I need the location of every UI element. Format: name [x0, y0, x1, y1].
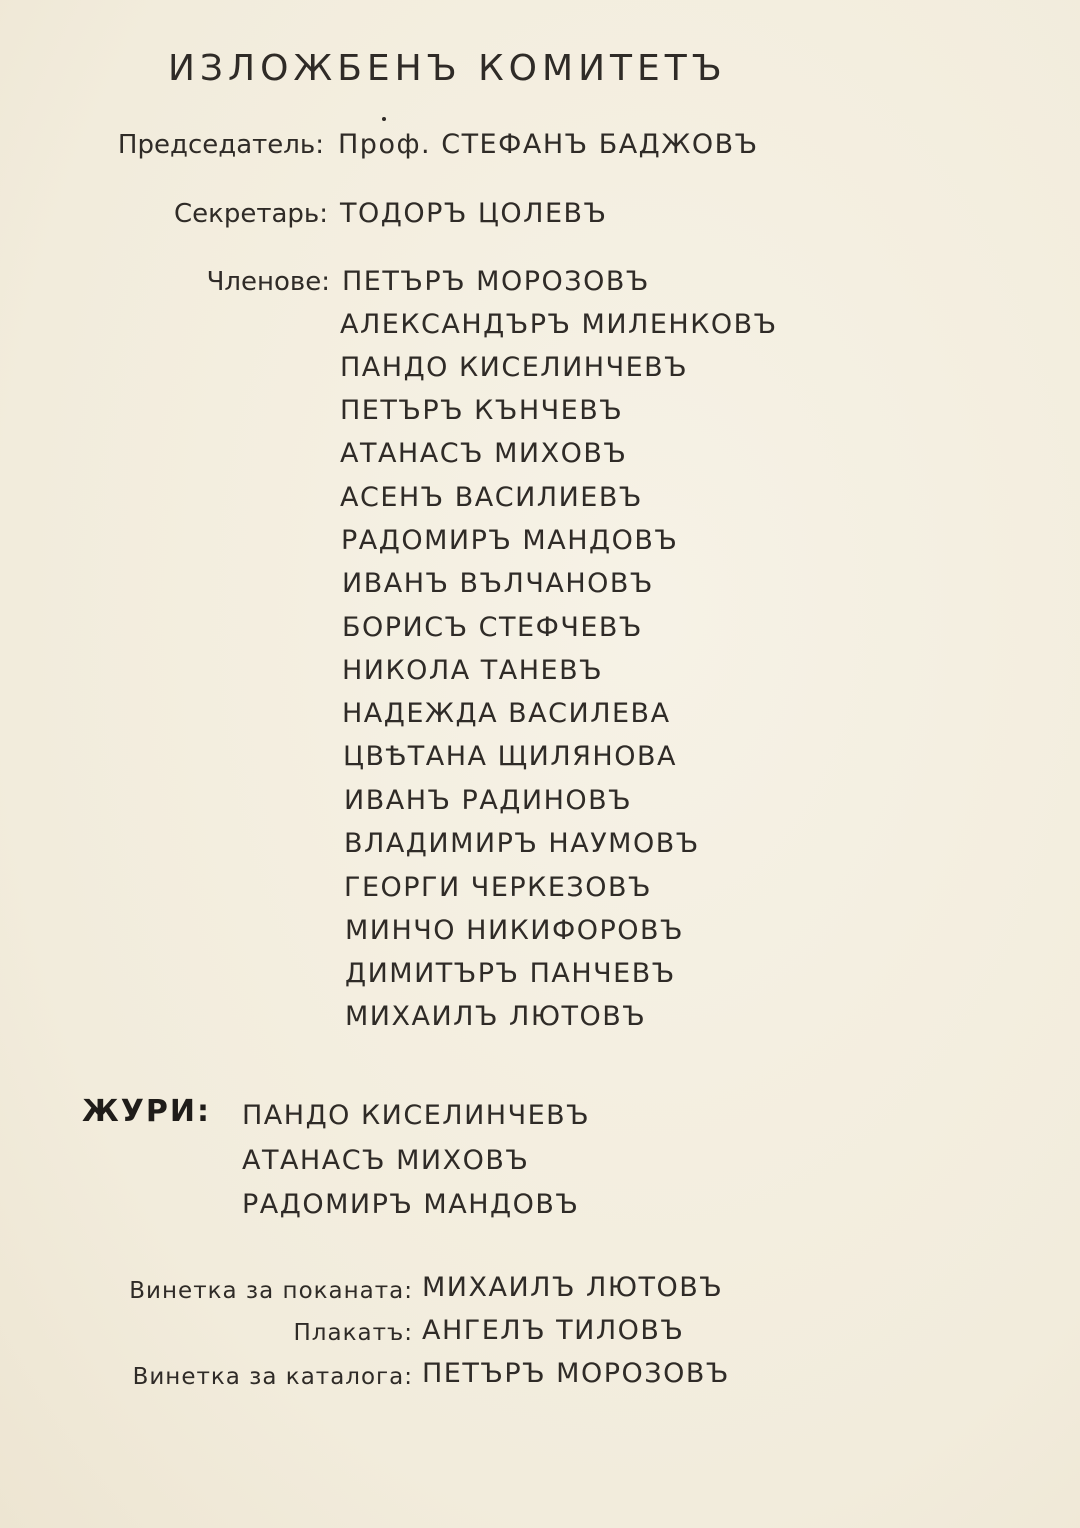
member-name: ПАНДО КИСЕЛИНЧЕВЪ: [340, 352, 689, 383]
member-name: ПЕТЪРЪ КЪНЧЕВЪ: [340, 395, 624, 426]
member-name: БОРИСЪ СТЕФЧЕВЪ: [342, 612, 643, 643]
credit-label: Винетка за поканата:: [129, 1278, 413, 1304]
member-name: НАДЕЖДА ВАСИЛЕВА: [342, 698, 671, 729]
secretary-label: Секретарь:: [173, 199, 328, 229]
credit-name: МИХАИЛЪ ЛЮТОВЪ: [422, 1272, 724, 1303]
member-name: МИНЧО НИКИФОРОВЪ: [345, 915, 685, 946]
page-title: ИЗЛОЖБЕНЪ КОМИТЕТЪ: [168, 48, 727, 89]
member-name: АТАНАСЪ МИХОВЪ: [340, 438, 628, 469]
member-name: ПЕТЪРЪ МОРОЗОВЪ: [342, 266, 650, 297]
title-dot: [382, 117, 386, 121]
chairman-name: Проф. СТЕФАНЪ БАДЖОВЪ: [338, 129, 759, 160]
jury-name: АТАНАСЪ МИХОВЪ: [242, 1145, 530, 1176]
credit-name: ПЕТЪРЪ МОРОЗОВЪ: [422, 1358, 730, 1389]
secretary-name: ТОДОРЪ ЦОЛЕВЪ: [340, 198, 608, 229]
member-name: ИВАНЪ РАДИНОВЪ: [344, 785, 633, 816]
credit-name: АНГЕЛЪ ТИЛОВЪ: [422, 1315, 685, 1346]
member-name: РАДОМИРЪ МАНДОВЪ: [341, 525, 679, 556]
chairman-label: Председатель:: [117, 130, 324, 160]
member-name: НИКОЛА ТАНЕВЪ: [342, 655, 604, 686]
credit-label: Плакатъ:: [293, 1320, 413, 1346]
members-label: Членове:: [206, 267, 330, 297]
member-name: ВЛАДИМИРЪ НАУМОВЪ: [344, 828, 700, 859]
member-name: АСЕНЪ ВАСИЛИЕВЪ: [340, 482, 643, 513]
member-name: ГЕОРГИ ЧЕРКЕЗОВЪ: [344, 872, 652, 903]
member-name: МИХАИЛЪ ЛЮТОВЪ: [345, 1001, 647, 1032]
member-name: АЛЕКСАНДЪРЪ МИЛЕНКОВЪ: [340, 309, 778, 340]
credit-label: Винетка за каталога:: [132, 1364, 413, 1390]
jury-name: РАДОМИРЪ МАНДОВЪ: [242, 1189, 580, 1220]
jury-label: ЖУРИ:: [82, 1094, 211, 1129]
member-name: ИВАНЪ ВЪЛЧАНОВЪ: [342, 568, 654, 599]
jury-name: ПАНДО КИСЕЛИНЧЕВЪ: [242, 1100, 591, 1131]
member-name: ДИМИТЪРЪ ПАНЧЕВЪ: [345, 958, 676, 989]
member-name: ЦВѢТАНА ЩИЛЯНОВА: [343, 741, 677, 772]
